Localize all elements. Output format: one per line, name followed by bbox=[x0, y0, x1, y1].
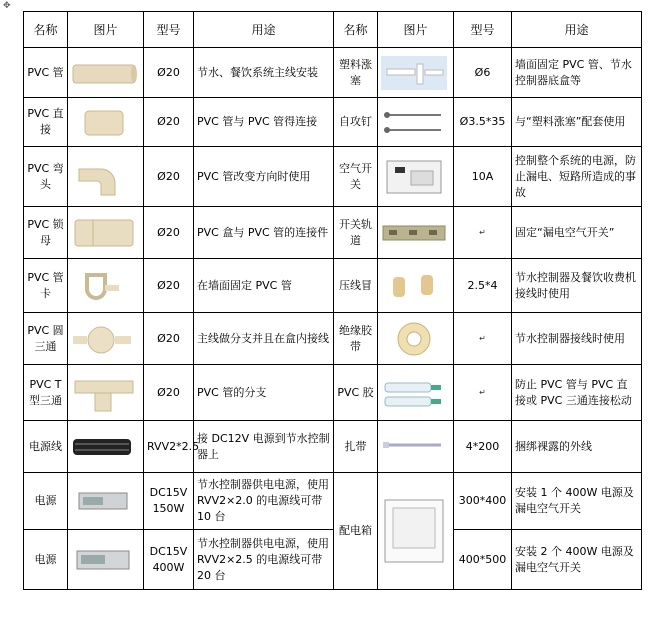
cell-use: 主线做分支并且在盒内接线 bbox=[194, 313, 334, 365]
return-mark: ↵ bbox=[479, 334, 486, 343]
cell-picture bbox=[68, 48, 144, 98]
cell-use: 节水控制器供电电源，使用 RVV2×2.0 的电源线可带 10 台 bbox=[194, 473, 334, 530]
cell-name: 电源 bbox=[24, 473, 68, 530]
pvc-locknut-image bbox=[71, 214, 140, 252]
cell-name-2: 开关轨道 bbox=[334, 207, 378, 259]
cell-model: DC15V 150W bbox=[144, 473, 194, 530]
cell-name-2: 塑料涨塞 bbox=[334, 48, 378, 98]
table-row bbox=[24, 421, 642, 473]
power-supply-150w-image bbox=[71, 483, 140, 519]
cell-model: Ø20 bbox=[144, 365, 194, 421]
cell-use-2: 固定“漏电空气开关” bbox=[512, 207, 642, 259]
cell-picture bbox=[68, 259, 144, 313]
header-use-2: 用途 bbox=[512, 12, 642, 48]
cell-use: PVC 盒与 PVC 管的连接件 bbox=[194, 207, 334, 259]
cell-name: PVC 直接 bbox=[24, 98, 68, 147]
cell-model: Ø20 bbox=[144, 147, 194, 207]
header-name-2: 名称 bbox=[334, 12, 378, 48]
pvc-coupling-image bbox=[71, 105, 140, 139]
cell-name: 电源 bbox=[24, 530, 68, 590]
cell-model: Ø20 bbox=[144, 48, 194, 98]
cell-use: 节水控制器供电电源，使用 RVV2×2.5 的电源线可带 20 台 bbox=[194, 530, 334, 590]
cell-model-2: 10A bbox=[454, 147, 512, 207]
cell-name: PVC T 型三通 bbox=[24, 365, 68, 421]
wire-nut-image bbox=[381, 267, 450, 305]
din-rail-image bbox=[381, 214, 450, 252]
air-switch-image bbox=[381, 157, 450, 197]
table-row bbox=[24, 98, 642, 147]
materials-table bbox=[23, 11, 642, 590]
header-model: 型号 bbox=[144, 12, 194, 48]
power-supply-400w-image bbox=[71, 542, 140, 578]
cell-name: 电源线 bbox=[24, 421, 68, 473]
cell-name-2: PVC 胶 bbox=[334, 365, 378, 421]
insulating-tape-image bbox=[381, 320, 450, 358]
cell-name-2: 配电箱 bbox=[334, 473, 378, 590]
cell-model-2: 300*400 bbox=[454, 473, 512, 530]
cell-name: PVC 圆三通 bbox=[24, 313, 68, 365]
plastic-anchor-image bbox=[381, 56, 450, 90]
table-row bbox=[24, 207, 642, 259]
cell-name-2: 绝缘胶带 bbox=[334, 313, 378, 365]
power-cable-image bbox=[71, 429, 140, 465]
cell-use-2: 与“塑料涨塞”配套使用 bbox=[512, 98, 642, 147]
table-row bbox=[24, 365, 642, 421]
cell-use: PVC 管的分支 bbox=[194, 365, 334, 421]
cell-name-2: 空气开关 bbox=[334, 147, 378, 207]
cell-use-2: 防止 PVC 管与 PVC 直接或 PVC 三通连接松动 bbox=[512, 365, 642, 421]
cable-tie-image bbox=[381, 429, 450, 465]
header-picture: 图片 bbox=[68, 12, 144, 48]
cell-model: DC15V 400W bbox=[144, 530, 194, 590]
cell-model-2: Ø6 bbox=[454, 48, 512, 98]
pvc-round-tee-image bbox=[71, 320, 140, 358]
distribution-box-image bbox=[381, 496, 450, 566]
table-row bbox=[24, 313, 642, 365]
table-move-handle-icon[interactable]: ✥ bbox=[3, 1, 11, 11]
cell-use-2: 安装 2 个 400W 电源及漏电空气开关 bbox=[512, 530, 642, 590]
cell-picture bbox=[68, 473, 144, 530]
cell-picture-2 bbox=[378, 98, 454, 147]
table-row bbox=[24, 473, 642, 530]
cell-picture bbox=[68, 98, 144, 147]
pvc-pipe-clamp-image bbox=[71, 267, 140, 305]
cell-use: 节水、餐饮系统主线安装 bbox=[194, 48, 334, 98]
table-row bbox=[24, 259, 642, 313]
table-row bbox=[24, 147, 642, 207]
cell-picture-2 bbox=[378, 48, 454, 98]
cell-picture bbox=[68, 313, 144, 365]
header-picture-2: 图片 bbox=[378, 12, 454, 48]
header-use: 用途 bbox=[194, 12, 334, 48]
cell-use: 接 DC12V 电源到节水控制器上 bbox=[194, 421, 334, 473]
cell-model-2: 400*500 bbox=[454, 530, 512, 590]
cell-use-2: 节水控制器接线时使用 bbox=[512, 313, 642, 365]
cell-name-2: 自攻钉 bbox=[334, 98, 378, 147]
cell-model-2 bbox=[454, 207, 512, 259]
table-header-row bbox=[24, 12, 642, 48]
cell-model: Ø20 bbox=[144, 313, 194, 365]
cell-picture-2 bbox=[378, 473, 454, 590]
cell-picture-2 bbox=[378, 207, 454, 259]
header-name: 名称 bbox=[24, 12, 68, 48]
cell-picture bbox=[68, 147, 144, 207]
pvc-pipe-image bbox=[71, 56, 140, 90]
cell-model-2 bbox=[454, 365, 512, 421]
cell-name-2: 压线冒 bbox=[334, 259, 378, 313]
cell-picture bbox=[68, 421, 144, 473]
cell-use: PVC 管与 PVC 管得连接 bbox=[194, 98, 334, 147]
cell-picture bbox=[68, 530, 144, 590]
table-row bbox=[24, 48, 642, 98]
cell-use-2: 捆绑裸露的外线 bbox=[512, 421, 642, 473]
cell-name: PVC 锁母 bbox=[24, 207, 68, 259]
cell-picture-2 bbox=[378, 365, 454, 421]
self-tapping-screw-image bbox=[381, 105, 450, 139]
cell-model-2: 4*200 bbox=[454, 421, 512, 473]
pvc-elbow-image bbox=[71, 157, 140, 197]
cell-name: PVC 管卡 bbox=[24, 259, 68, 313]
return-mark: ↵ bbox=[479, 228, 486, 237]
cell-use-2: 控制整个系统的电源，防止漏电、短路所造成的事故 bbox=[512, 147, 642, 207]
cell-picture-2 bbox=[378, 421, 454, 473]
cell-name: PVC 管 bbox=[24, 48, 68, 98]
cell-name: PVC 弯头 bbox=[24, 147, 68, 207]
cell-use: PVC 管改变方向时使用 bbox=[194, 147, 334, 207]
header-model-2: 型号 bbox=[454, 12, 512, 48]
table-row bbox=[24, 530, 642, 590]
cell-picture-2 bbox=[378, 147, 454, 207]
cell-picture bbox=[68, 207, 144, 259]
cell-picture-2 bbox=[378, 259, 454, 313]
cell-use: 在墙面固定 PVC 管 bbox=[194, 259, 334, 313]
cell-picture-2 bbox=[378, 313, 454, 365]
cell-use-2: 节水控制器及餐饮收费机接线时使用 bbox=[512, 259, 642, 313]
pvc-t-tee-image bbox=[71, 373, 140, 413]
cell-model: Ø20 bbox=[144, 98, 194, 147]
return-mark: ↵ bbox=[479, 388, 486, 397]
cell-model-2 bbox=[454, 313, 512, 365]
cell-use-2: 墙面固定 PVC 管、节水控制器底盒等 bbox=[512, 48, 642, 98]
cell-name-2: 扎带 bbox=[334, 421, 378, 473]
cell-model: Ø20 bbox=[144, 207, 194, 259]
cell-picture bbox=[68, 365, 144, 421]
cell-model: RVV2*2.5 bbox=[144, 421, 194, 473]
cell-model-2: Ø3.5*35 bbox=[454, 98, 512, 147]
cell-use-2: 安装 1 个 400W 电源及漏电空气开关 bbox=[512, 473, 642, 530]
pvc-glue-image bbox=[381, 373, 450, 413]
cell-model-2: 2.5*4 bbox=[454, 259, 512, 313]
cell-model: Ø20 bbox=[144, 259, 194, 313]
